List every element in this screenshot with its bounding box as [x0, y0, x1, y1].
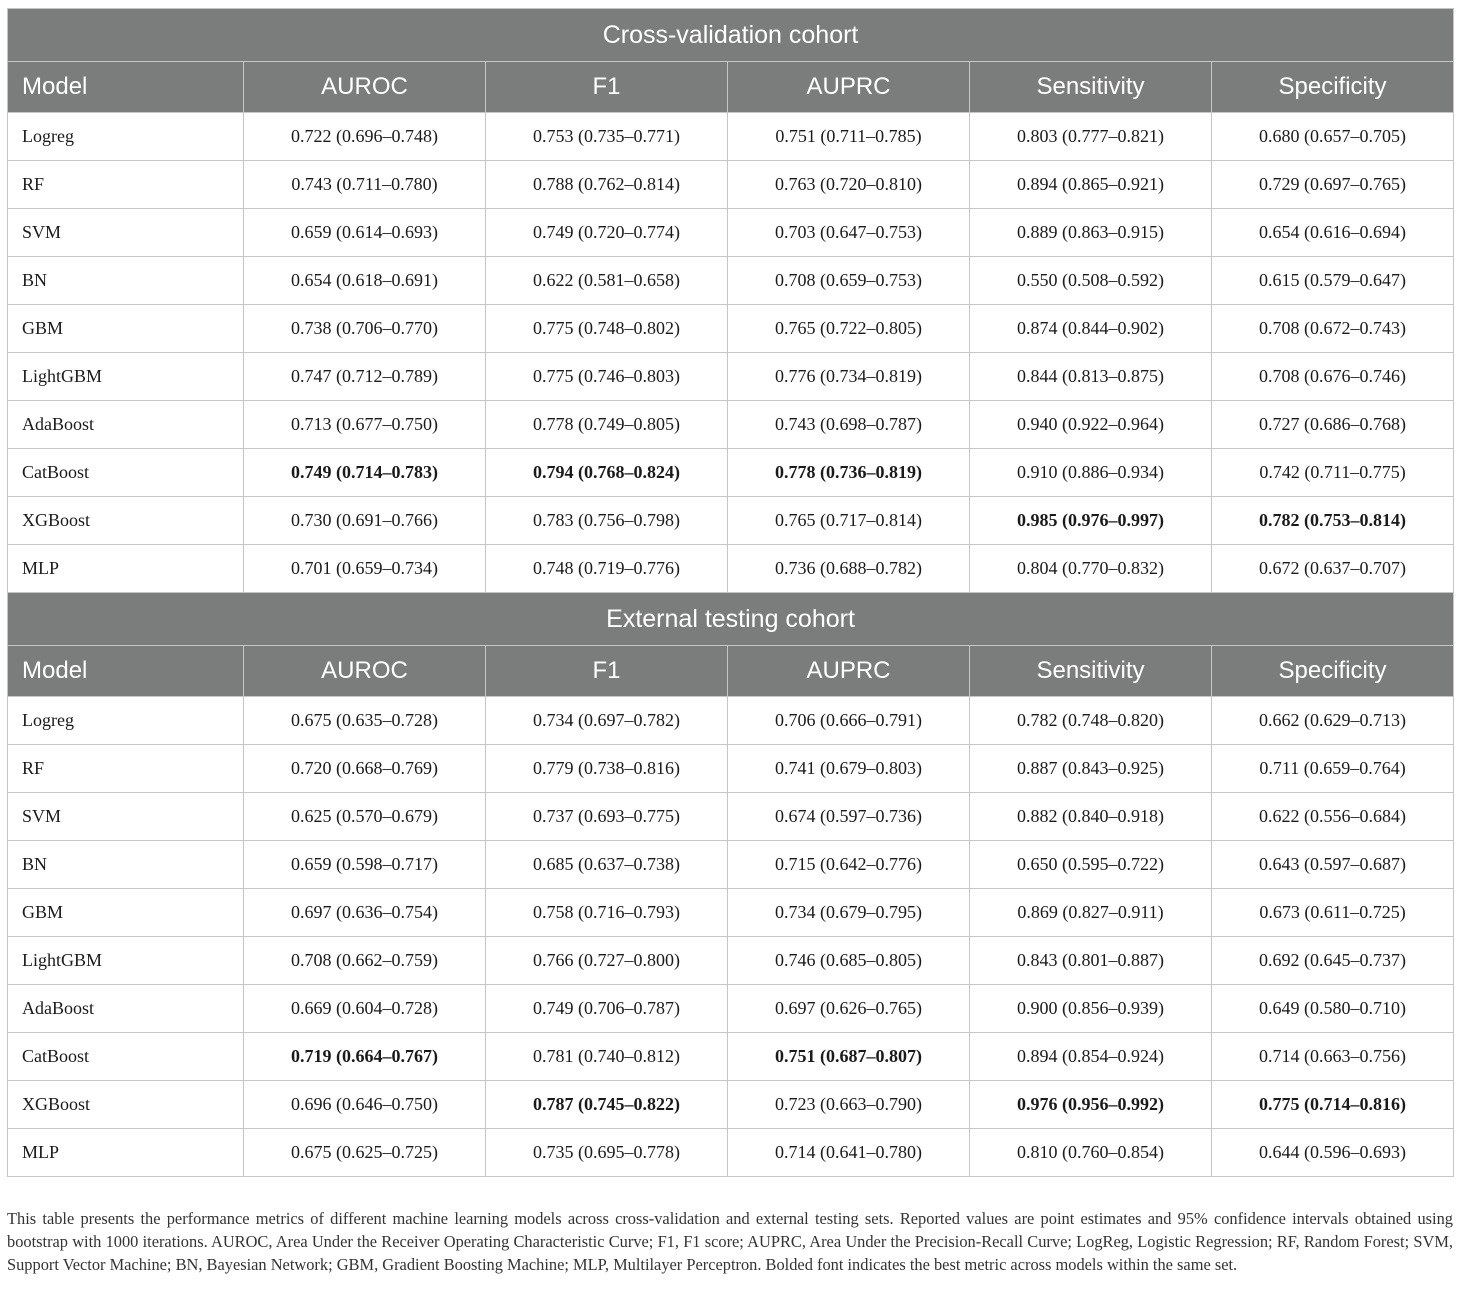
metric-cell: 0.644 (0.596–0.693) [1212, 1129, 1454, 1177]
model-name-cell: Logreg [8, 113, 244, 161]
metric-cell: 0.776 (0.734–0.819) [728, 353, 970, 401]
metric-cell: 0.894 (0.854–0.924) [970, 1033, 1212, 1081]
metric-cell: 0.765 (0.722–0.805) [728, 305, 970, 353]
model-name-cell: RF [8, 161, 244, 209]
metric-cell: 0.985 (0.976–0.997) [970, 497, 1212, 545]
metric-cell: 0.550 (0.508–0.592) [970, 257, 1212, 305]
cohort-title: External testing cohort [8, 593, 1454, 646]
table-footnote: This table presents the performance metrics of different machine learning models across cross-validation and external testing sets. Reported values are point estimates and 95% confidence intervals obtained using bootstrap with 1000 iterations. AUROC, Area Under the Receiver Operating Characteristic Curve; F1, F1 score; AUPRC, Area Under the Precision-Recall Curve; LogReg, Logistic Regression; RF, Random Forest; SVM, Support Vector Machine; BN, Bayesian Network; GBM, Gradient Boosting Machine; MLP, Multilayer Perceptron. Bolded font indicates the best metric across models within the same set. [7, 1209, 1453, 1275]
metric-cell: 0.763 (0.720–0.810) [728, 161, 970, 209]
metric-cell: 0.715 (0.642–0.776) [728, 841, 970, 889]
metric-cell: 0.730 (0.691–0.766) [244, 497, 486, 545]
metric-cell: 0.734 (0.679–0.795) [728, 889, 970, 937]
metric-cell: 0.788 (0.762–0.814) [486, 161, 728, 209]
metric-cell: 0.804 (0.770–0.832) [970, 545, 1212, 593]
model-name-cell: LightGBM [8, 353, 244, 401]
metric-cell: 0.672 (0.637–0.707) [1212, 545, 1454, 593]
model-name-cell: XGBoost [8, 1081, 244, 1129]
model-name-cell: GBM [8, 889, 244, 937]
model-name-cell: CatBoost [8, 1033, 244, 1081]
table-row [8, 209, 1454, 257]
model-name-cell: AdaBoost [8, 401, 244, 449]
metric-cell: 0.738 (0.706–0.770) [244, 305, 486, 353]
metric-cell: 0.692 (0.645–0.737) [1212, 937, 1454, 985]
column-header: AUPRC [728, 646, 970, 697]
metric-cell: 0.654 (0.618–0.691) [244, 257, 486, 305]
metric-cell: 0.736 (0.688–0.782) [728, 545, 970, 593]
metric-cell: 0.894 (0.865–0.921) [970, 161, 1212, 209]
metric-cell: 0.844 (0.813–0.875) [970, 353, 1212, 401]
column-header: F1 [486, 646, 728, 697]
metric-cell: 0.781 (0.740–0.812) [486, 1033, 728, 1081]
metric-cell: 0.713 (0.677–0.750) [244, 401, 486, 449]
column-header: Sensitivity [970, 646, 1212, 697]
table-row [8, 545, 1454, 593]
metric-cell: 0.976 (0.956–0.992) [970, 1081, 1212, 1129]
metric-cell: 0.747 (0.712–0.789) [244, 353, 486, 401]
metric-cell: 0.766 (0.727–0.800) [486, 937, 728, 985]
metric-cell: 0.748 (0.719–0.776) [486, 545, 728, 593]
column-header: Specificity [1212, 646, 1454, 697]
metric-cell: 0.703 (0.647–0.753) [728, 209, 970, 257]
cohort-title-row [8, 593, 1454, 646]
model-name-cell: RF [8, 745, 244, 793]
table-row [8, 937, 1454, 985]
metric-cell: 0.775 (0.746–0.803) [486, 353, 728, 401]
model-name-cell: BN [8, 257, 244, 305]
metric-cell: 0.659 (0.614–0.693) [244, 209, 486, 257]
metric-cell: 0.708 (0.659–0.753) [728, 257, 970, 305]
metric-cell: 0.696 (0.646–0.750) [244, 1081, 486, 1129]
metric-cell: 0.803 (0.777–0.821) [970, 113, 1212, 161]
metric-cell: 0.697 (0.636–0.754) [244, 889, 486, 937]
metric-cell: 0.779 (0.738–0.816) [486, 745, 728, 793]
table-row [8, 497, 1454, 545]
metric-cell: 0.622 (0.581–0.658) [486, 257, 728, 305]
model-name-cell: SVM [8, 209, 244, 257]
metric-cell: 0.654 (0.616–0.694) [1212, 209, 1454, 257]
model-name-cell: MLP [8, 1129, 244, 1177]
metric-cell: 0.746 (0.685–0.805) [728, 937, 970, 985]
metric-cell: 0.714 (0.663–0.756) [1212, 1033, 1454, 1081]
metric-cell: 0.727 (0.686–0.768) [1212, 401, 1454, 449]
metric-cell: 0.778 (0.749–0.805) [486, 401, 728, 449]
metric-cell: 0.729 (0.697–0.765) [1212, 161, 1454, 209]
metric-cell: 0.940 (0.922–0.964) [970, 401, 1212, 449]
model-name-cell: CatBoost [8, 449, 244, 497]
table-row [8, 401, 1454, 449]
metric-cell: 0.751 (0.711–0.785) [728, 113, 970, 161]
column-header-row [8, 62, 1454, 113]
metric-cell: 0.622 (0.556–0.684) [1212, 793, 1454, 841]
metric-cell: 0.643 (0.597–0.687) [1212, 841, 1454, 889]
metric-cell: 0.749 (0.714–0.783) [244, 449, 486, 497]
metric-cell: 0.753 (0.735–0.771) [486, 113, 728, 161]
metric-cell: 0.737 (0.693–0.775) [486, 793, 728, 841]
column-header-row [8, 646, 1454, 697]
metric-cell: 0.778 (0.736–0.819) [728, 449, 970, 497]
metric-cell: 0.675 (0.635–0.728) [244, 697, 486, 745]
metric-cell: 0.758 (0.716–0.793) [486, 889, 728, 937]
table-row [8, 985, 1454, 1033]
metric-cell: 0.673 (0.611–0.725) [1212, 889, 1454, 937]
model-name-cell: SVM [8, 793, 244, 841]
metric-cell: 0.900 (0.856–0.939) [970, 985, 1212, 1033]
metric-cell: 0.783 (0.756–0.798) [486, 497, 728, 545]
model-name-cell: BN [8, 841, 244, 889]
table-row [8, 1081, 1454, 1129]
metric-cell: 0.706 (0.666–0.791) [728, 697, 970, 745]
metric-cell: 0.662 (0.629–0.713) [1212, 697, 1454, 745]
column-header: Model [8, 646, 244, 697]
metric-cell: 0.741 (0.679–0.803) [728, 745, 970, 793]
column-header: AUPRC [728, 62, 970, 113]
metric-cell: 0.889 (0.863–0.915) [970, 209, 1212, 257]
metric-cell: 0.708 (0.662–0.759) [244, 937, 486, 985]
metric-cell: 0.810 (0.760–0.854) [970, 1129, 1212, 1177]
metric-cell: 0.615 (0.579–0.647) [1212, 257, 1454, 305]
metric-cell: 0.675 (0.625–0.725) [244, 1129, 486, 1177]
metric-cell: 0.697 (0.626–0.765) [728, 985, 970, 1033]
model-name-cell: MLP [8, 545, 244, 593]
table-row [8, 449, 1454, 497]
metric-cell: 0.680 (0.657–0.705) [1212, 113, 1454, 161]
metric-cell: 0.751 (0.687–0.807) [728, 1033, 970, 1081]
metric-cell: 0.874 (0.844–0.902) [970, 305, 1212, 353]
table-row [8, 745, 1454, 793]
metric-cell: 0.775 (0.714–0.816) [1212, 1081, 1454, 1129]
metric-cell: 0.765 (0.717–0.814) [728, 497, 970, 545]
metric-cell: 0.685 (0.637–0.738) [486, 841, 728, 889]
table-body [8, 9, 1454, 1177]
table-row [8, 793, 1454, 841]
table-row [8, 889, 1454, 937]
table-row [8, 113, 1454, 161]
column-header: Model [8, 62, 244, 113]
metric-cell: 0.723 (0.663–0.790) [728, 1081, 970, 1129]
model-name-cell: AdaBoost [8, 985, 244, 1033]
metric-cell: 0.843 (0.801–0.887) [970, 937, 1212, 985]
column-header: AUROC [244, 62, 486, 113]
metric-cell: 0.887 (0.843–0.925) [970, 745, 1212, 793]
metric-cell: 0.742 (0.711–0.775) [1212, 449, 1454, 497]
metric-cell: 0.674 (0.597–0.736) [728, 793, 970, 841]
model-name-cell: LightGBM [8, 937, 244, 985]
table-row [8, 161, 1454, 209]
table-row [8, 353, 1454, 401]
metric-cell: 0.625 (0.570–0.679) [244, 793, 486, 841]
column-header: Specificity [1212, 62, 1454, 113]
column-header: F1 [486, 62, 728, 113]
metric-cell: 0.794 (0.768–0.824) [486, 449, 728, 497]
metric-cell: 0.782 (0.753–0.814) [1212, 497, 1454, 545]
results-table [7, 8, 1454, 1177]
metric-cell: 0.749 (0.706–0.787) [486, 985, 728, 1033]
table-row [8, 1033, 1454, 1081]
metric-cell: 0.734 (0.697–0.782) [486, 697, 728, 745]
column-header: Sensitivity [970, 62, 1212, 113]
metric-cell: 0.714 (0.641–0.780) [728, 1129, 970, 1177]
metric-cell: 0.910 (0.886–0.934) [970, 449, 1212, 497]
table-row [8, 257, 1454, 305]
metric-cell: 0.659 (0.598–0.717) [244, 841, 486, 889]
table-row [8, 841, 1454, 889]
metric-cell: 0.722 (0.696–0.748) [244, 113, 486, 161]
model-name-cell: XGBoost [8, 497, 244, 545]
metric-cell: 0.882 (0.840–0.918) [970, 793, 1212, 841]
results-table-container [7, 8, 1453, 1177]
metric-cell: 0.775 (0.748–0.802) [486, 305, 728, 353]
metric-cell: 0.708 (0.672–0.743) [1212, 305, 1454, 353]
cohort-title: Cross-validation cohort [8, 9, 1454, 62]
column-header: AUROC [244, 646, 486, 697]
metric-cell: 0.749 (0.720–0.774) [486, 209, 728, 257]
table-row [8, 697, 1454, 745]
table-row [8, 305, 1454, 353]
metric-cell: 0.869 (0.827–0.911) [970, 889, 1212, 937]
metric-cell: 0.735 (0.695–0.778) [486, 1129, 728, 1177]
metric-cell: 0.708 (0.676–0.746) [1212, 353, 1454, 401]
cohort-title-row [8, 9, 1454, 62]
metric-cell: 0.787 (0.745–0.822) [486, 1081, 728, 1129]
metric-cell: 0.669 (0.604–0.728) [244, 985, 486, 1033]
metric-cell: 0.649 (0.580–0.710) [1212, 985, 1454, 1033]
model-name-cell: Logreg [8, 697, 244, 745]
metric-cell: 0.720 (0.668–0.769) [244, 745, 486, 793]
metric-cell: 0.782 (0.748–0.820) [970, 697, 1212, 745]
metric-cell: 0.743 (0.711–0.780) [244, 161, 486, 209]
metric-cell: 0.743 (0.698–0.787) [728, 401, 970, 449]
metric-cell: 0.719 (0.664–0.767) [244, 1033, 486, 1081]
model-name-cell: GBM [8, 305, 244, 353]
metric-cell: 0.701 (0.659–0.734) [244, 545, 486, 593]
table-row [8, 1129, 1454, 1177]
metric-cell: 0.711 (0.659–0.764) [1212, 745, 1454, 793]
metric-cell: 0.650 (0.595–0.722) [970, 841, 1212, 889]
